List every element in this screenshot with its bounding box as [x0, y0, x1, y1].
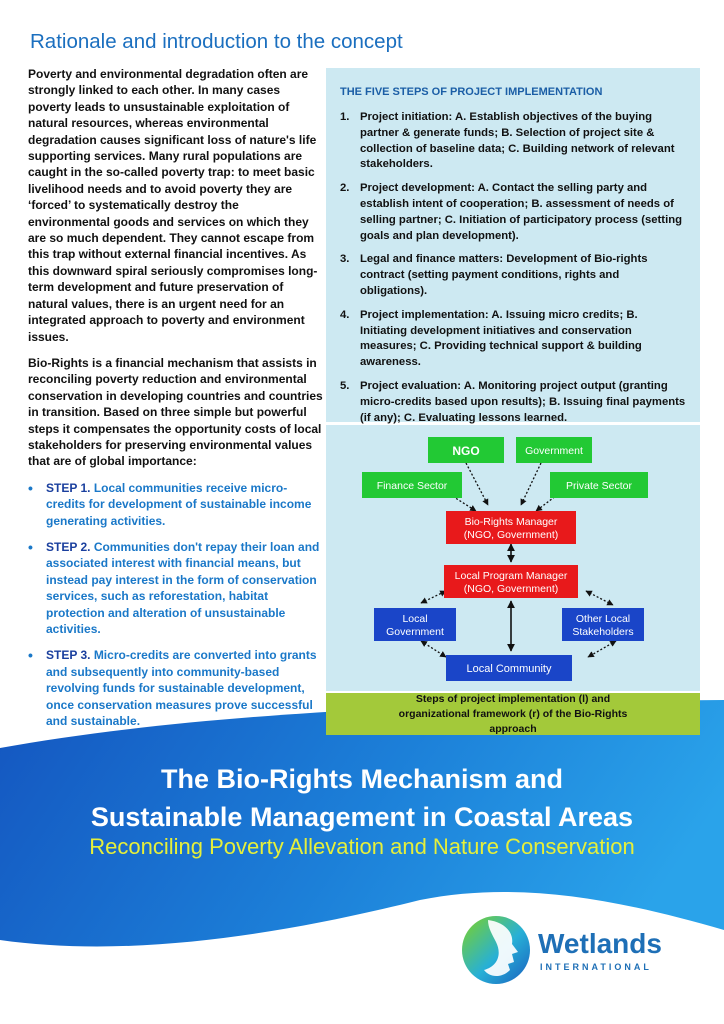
item-number: 2.: [340, 182, 350, 195]
list-item: [340, 379, 686, 426]
ngo-label: NGO: [452, 444, 480, 458]
step-label: STEP 2.: [46, 539, 91, 554]
list-item: [28, 647, 324, 729]
list-item: [340, 252, 686, 299]
panel-title: THE FIVE STEPS OF PROJECT IMPLEMENTATION: [340, 86, 603, 98]
local-gov-line1: Local: [402, 613, 428, 625]
other-line2: Stakeholders: [572, 626, 634, 638]
logo-subtitle: INTERNATIONAL: [540, 962, 652, 972]
intro-paragraph: Poverty and environmental degradation often are strongly linked to each other. In many cases poverty leads to unsustainable exploitation of natural resources, whereas environmental degradation causes significant loss of nature's life supporting services. Many rural populations are caught in the so-called poverty trap: to meet basic livelihood needs and to avoid poverty they are ‘forced’ to systematically destroy the environmental goods and services on which they are so much dependent. They cannot escape from this trap without external financial incentives. As this downward spiral seriously compromises long-term development and future preservation of natural values, there is an urgent need for an integrated approach to poverty and environment issues.: [28, 67, 318, 344]
step-text: Micro-credits are converted into grants and subsequently into community-based revolving funds for sustainable development, once conservation measures prove successful and sustainable.: [46, 648, 317, 729]
private-sector-label: Private Sector: [566, 480, 632, 492]
step-label: STEP 3.: [46, 648, 91, 663]
list-item: [340, 110, 686, 173]
item-number: 5.: [340, 379, 350, 392]
diagram-caption: [326, 693, 700, 735]
local-community-label: Local Community: [466, 663, 552, 675]
implementation-steps-panel: [326, 68, 700, 422]
face-logo-icon: [458, 912, 534, 988]
local-pm-line2: (NGO, Government): [463, 583, 559, 595]
government-label: Government: [525, 445, 583, 457]
manager-line1: Bio-Rights Manager: [464, 516, 558, 528]
item-text: Legal and finance matters: Development of Bio-rights contract (setting payment conditions, rights and obligations).: [360, 253, 648, 297]
list-item: [340, 181, 686, 244]
organizational-framework-diagram: [326, 425, 700, 691]
step-text: Local communities receive micro-credits for development of sustainable income generating activities.: [46, 480, 312, 528]
title-line2: Sustainable Management in Coastal Areas: [90, 802, 634, 832]
item-number: 1.: [340, 111, 350, 123]
item-number: 3.: [340, 253, 350, 266]
step-label: STEP 1.: [46, 480, 91, 495]
list-item: [340, 308, 686, 371]
manager-line2: (NGO, Government): [463, 529, 559, 541]
item-text: Project development: A. Contact the selling party and establish intent of cooperation; B. assessment of needs of selling partner; C. Initiation of participatory process (setting goals and plan development).: [360, 182, 683, 242]
step-text: Communities don't repay their loan and associated interest with financial means, but instead pay interest in the form of conservation services, such as reforestation, habitat protection and alteration of unsustainable activities.: [46, 539, 320, 636]
item-text: Project evaluation: A. Monitoring project output (granting micro-credits based upon results); B. Issuing final payments (if any); C. Evaluating lessons learned.: [360, 379, 686, 424]
bio-rights-paragraph: Bio-Rights is a financial mechanism that assists in reconciling poverty reduction and environmental conservation in developing countries and countries in transition. Based on three simple but powerful steps it compensates the opportunity costs of local stakeholders for preserving environmental values that are of global importance:: [28, 355, 323, 469]
title-line1: The Bio-Rights Mechanism and: [160, 764, 564, 794]
main-title: [0, 760, 724, 836]
other-line1: Other Local: [575, 613, 631, 625]
local-pm-line1: Local Program Manager: [454, 570, 568, 582]
list-item: [28, 539, 324, 637]
subtitle: Reconciling Poverty Allevation and Nature Conservation: [89, 834, 635, 859]
logo-name: Wetlands: [538, 928, 662, 959]
steps-list: [28, 480, 324, 730]
item-text: Project initiation: A. Establish objectives of the buying partner & generate funds; B. Selection of project site & collection of baseline data; C. Building network of relevant stakeholders.: [360, 111, 675, 171]
framework-svg: [326, 425, 700, 691]
wetlands-logo: [458, 912, 678, 992]
implementation-list: [340, 110, 686, 434]
page-heading: Rationale and introduction to the concept: [30, 30, 403, 53]
caption-text: Steps of project implementation (l) and organizational framework (r) of the Bio-Rights approach: [398, 692, 628, 735]
finance-sector-label: Finance Sector: [376, 480, 448, 492]
item-number: 4.: [340, 308, 350, 321]
list-item: [28, 480, 324, 529]
item-text: Project implementation: A. Issuing micro credits; B. Initiating development initiatives and conservation measures; C. Providing technical support & building awareness.: [360, 308, 642, 369]
left-column: [28, 66, 324, 739]
local-gov-line2: Government: [386, 626, 444, 638]
